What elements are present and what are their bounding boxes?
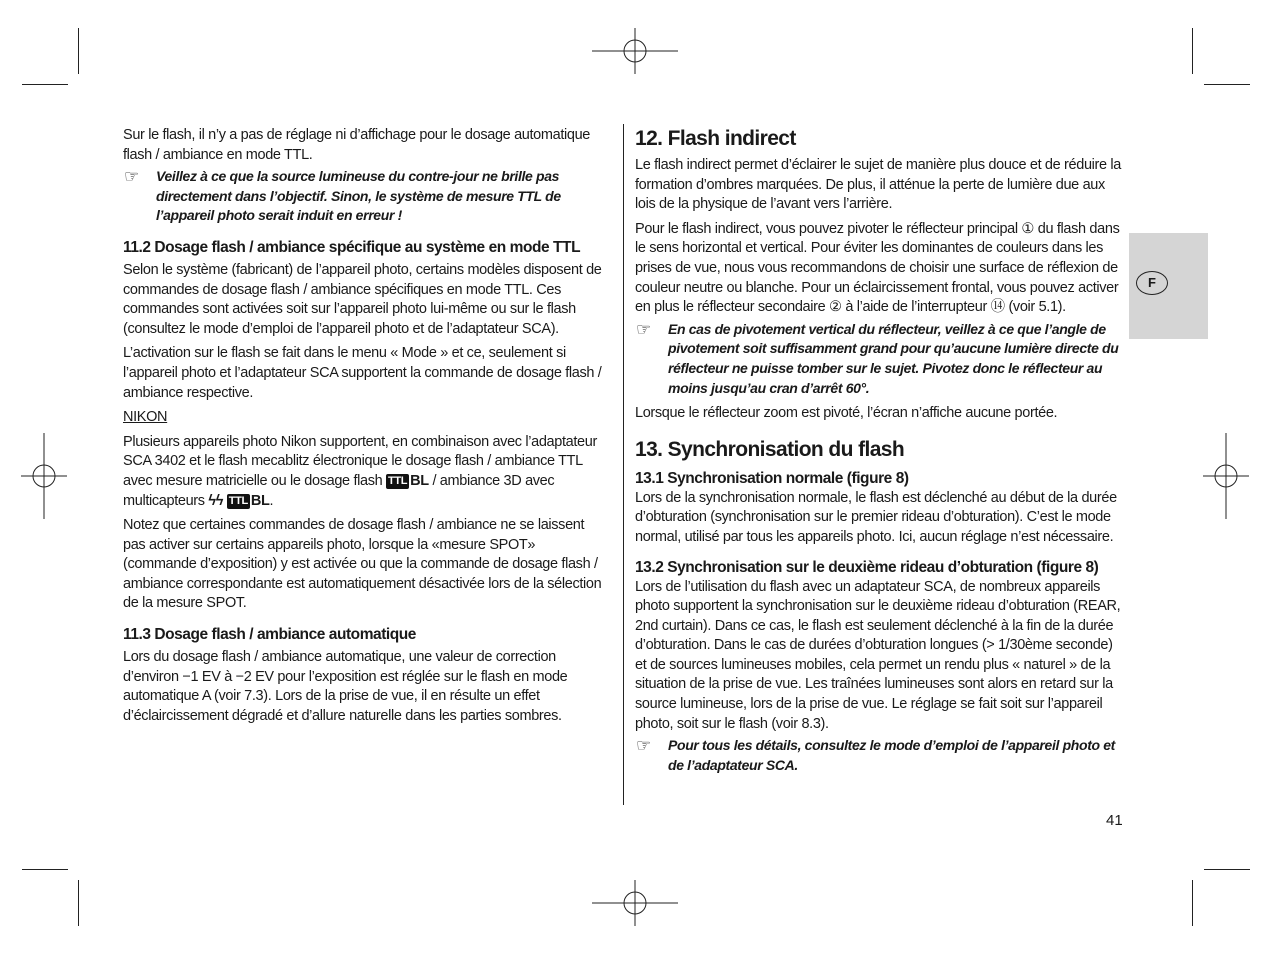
nikon-text-a: Plusieurs appareils photo Nikon supportent, en combinaison avec l’adaptateur SCA 3402 et le flash mecablitz électronique le dosage flash / ambiance TTL avec mesure matricielle ou le dosage flash — [123, 433, 597, 489]
page-number: 41 — [1106, 812, 1123, 829]
ttl-badge-icon: TTL — [388, 474, 408, 487]
note-pivotement — [635, 320, 1127, 398]
right-column — [635, 126, 1127, 775]
nikon-label: NIKON — [123, 409, 168, 426]
note-text: Pour tous les détails, consultez le mode d’emploi de l’appareil photo et de l’adaptateur SCA. — [668, 737, 1115, 773]
crop-mark — [22, 84, 68, 85]
pointing-hand-icon: ☞ — [124, 167, 140, 187]
left-column — [123, 126, 607, 726]
crop-mark — [1204, 869, 1250, 870]
paragraph-11-2a: Selon le système (fabricant) de l’appareil photo, certains modèles disposent de commandes de dosage flash / ambiance spécifiques en mode TTL. Ces commandes sont activées soit sur l’appareil photo lui-même ou sur le flash (consultez le mode d’emploi de l’appareil photo et de l’adaptateur SCA). — [123, 261, 602, 337]
registration-mark-right — [1203, 433, 1249, 519]
heading-13-2: 13.2 Synchronisation sur le deuxième rideau d’obturation (figure 8) — [635, 558, 1099, 576]
heading-13: 13. Synchronisation du flash — [635, 437, 905, 461]
heading-13-1: 13.1 Synchronisation normale (figure 8) — [635, 469, 909, 487]
note-text: En cas de pivotement vertical du réflecteur, veillez à ce que l’angle de pivotement soit suffisamment grand pour qu’aucune lumière directe du réflecteur ne puisse tomber sur le sujet. Pivotez donc le réflecteur au moins jusqu’au cran d’arrêt 60°. — [668, 320, 1119, 396]
ttl-badge-icon-2: TTL — [228, 494, 248, 507]
paragraph-12c: Lorsque le réflecteur zoom est pivoté, l’écran n’affiche aucune portée. — [635, 405, 1058, 422]
paragraph-13-2: Lors de l’utilisation du flash avec un adaptateur SCA, de nombreux appareils photo supportent la synchronisation sur le deuxième rideau d’obturation (REAR, 2nd curtain). Dans ce cas, le flash est seulement déclenché à la fin de la durée d’obturation. Dans le cas de durées d’obturation longues (> 1/30ème seconde) et de sources lumineuses mobiles, cela permet un rendu plus « naturel » de la situation de la prise de vue. Les traînées lumineuses sont alors en retard sur la source lumineuse, lors de la prise de vue. Le réglage se fait soit sur l’appareil photo, soit sur le flash (voir 8.3). — [635, 578, 1121, 732]
note-text: Veillez à ce que la source lumineuse du contre-jour ne brille pas directement dans l’objectif. Sinon, le système de mesure TTL de l’appareil photo serait induit en erreur ! — [156, 168, 561, 224]
registration-mark-top — [592, 28, 678, 74]
registration-mark-left — [21, 433, 67, 519]
bl-label-2: BL — [250, 492, 270, 509]
intro-paragraph: Sur le flash, il n’y a pas de réglage ni d’affichage pour le dosage automatique flash / ambiance en mode TTL. — [123, 127, 591, 163]
heading-12: 12. Flash indirect — [635, 127, 796, 150]
crop-mark — [78, 28, 79, 74]
column-divider — [623, 124, 624, 805]
crop-mark — [78, 880, 79, 926]
bl-label: BL — [410, 472, 429, 489]
pointing-hand-icon: ☞ — [636, 319, 652, 339]
paragraph-13-1: Lors de la synchronisation normale, le flash est déclenché au début de la durée d’obturation (synchronisation sur le premier rideau d’obturation). C’est le mode normal, utilisé par tous les appareils photo. Ici, aucun réglage n’est nécessaire. — [635, 489, 1117, 545]
paragraph-12b: Pour le flash indirect, vous pouvez pivoter le réflecteur principal ① du flash dans le sens horizontal et vertical. Pour éviter les dominantes de couleurs dans les prises de vue, nous vous recommandons de choisir une surface de réflexion de couleur neutre ou blanche. Pour un éclaircissement frontal, vous pouvez activer en plus le réflecteur secondaire ② à l’aide de l’interrupteur ⑭ (voir 5.1). — [635, 220, 1120, 316]
multi-flash-icon: ϟϟ — [208, 492, 224, 509]
paragraph-12a: Le flash indirect permet d’éclairer le sujet de manière plus douce et de réduire la formation d’ombres marquées. De plus, il atténue la perte de lumière due aux lois de la physique de l’avant vers l’arrière. — [635, 157, 1121, 213]
paragraph-11-3: Lors du dosage flash / ambiance automatique, une valeur de correction d’environ −1 EV à −2 EV pour l’exposition est réglée sur le flash en mode automatique A (voir 7.3). Lors de la prise de vue, il en résulte un effet d’éclaircissement dégradé et d’allure naturelle dans les parties sombres. — [123, 649, 568, 724]
registration-mark-bottom — [592, 880, 678, 926]
note-details — [635, 736, 1127, 775]
paragraph-11-2c: Notez que certaines commandes de dosage flash / ambiance ne se laissent pas activer sur certains appareils photo, lorsque la «mesure SPOT» (commande d’exposition) y est activée ou que la commande de dosage flash / ambiance correspondante est automatiquement désactivée lors de la sélection de la mesure SPOT. — [123, 517, 602, 612]
heading-11-3: 11.3 Dosage flash / ambiance automatique — [123, 626, 416, 644]
crop-mark — [22, 869, 68, 870]
pointing-hand-icon: ☞ — [636, 736, 652, 756]
crop-mark — [1192, 880, 1193, 926]
note-contre-jour — [123, 167, 607, 226]
paragraph-11-2b: L’activation sur le flash se fait dans le menu « Mode » et ce, seulement si l’appareil photo et l’adaptateur SCA supportent la commande de dosage flash / ambiance respective. — [123, 345, 602, 401]
period: . — [269, 492, 274, 509]
paragraph-nikon — [123, 433, 607, 511]
language-tab-label: F — [1136, 271, 1168, 295]
nikon-text-b: / ambiance 3D avec multicapteurs — [123, 472, 555, 509]
heading-11-2: 11.2 Dosage flash / ambiance spécifique au système en mode TTL — [123, 238, 581, 256]
crop-mark — [1204, 84, 1250, 85]
crop-mark — [1192, 28, 1193, 74]
